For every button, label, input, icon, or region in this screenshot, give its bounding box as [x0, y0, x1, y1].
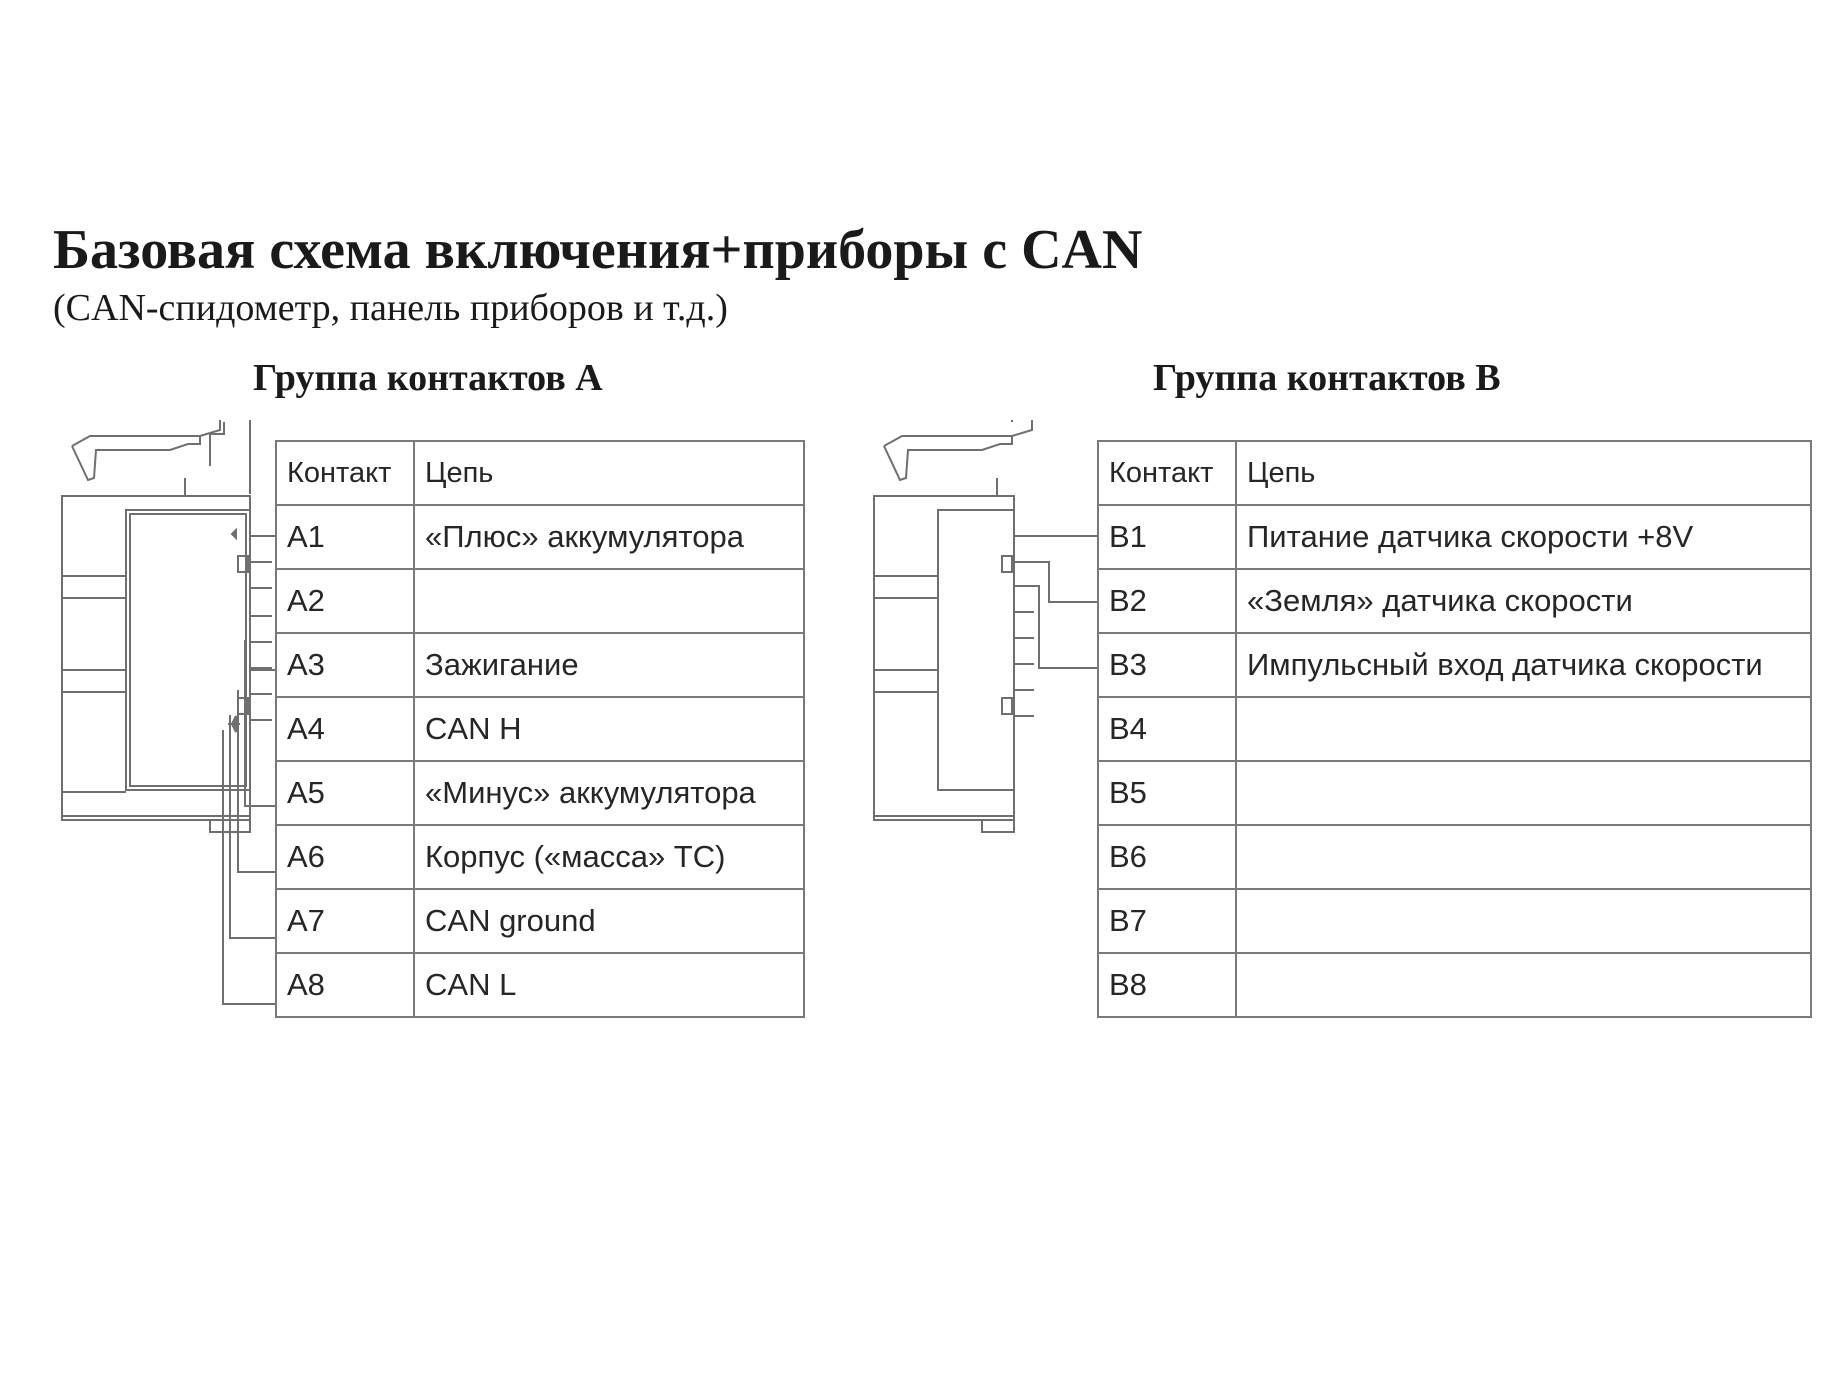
wire-b2 [1014, 562, 1097, 602]
header-circuit: Цепь [414, 441, 804, 505]
circuit-cell: Корпус («масса» ТС) [414, 825, 804, 889]
contact-cell: А3 [276, 633, 414, 697]
table-row [276, 505, 804, 569]
group-a-heading: Группа контактов А [253, 357, 603, 399]
table-row [276, 761, 804, 825]
group-b-heading: Группа контактов В [1153, 357, 1501, 399]
table-row [276, 825, 804, 889]
contact-cell: А2 [276, 569, 414, 633]
contact-cell: А8 [276, 953, 414, 1017]
contact-cell: В5 [1098, 761, 1236, 825]
connector-b-body [874, 496, 1014, 832]
circuit-cell [1236, 761, 1811, 825]
connector-b-wires [1014, 500, 1104, 1020]
circuit-cell: CAN ground [414, 889, 804, 953]
table-row [1098, 569, 1811, 633]
circuit-cell: CAN L [414, 953, 804, 1017]
table-row [1098, 697, 1811, 761]
circuit-cell [1236, 953, 1811, 1017]
table-header-row [1098, 441, 1811, 505]
table-row [276, 697, 804, 761]
table-row [1098, 889, 1811, 953]
table-row [1098, 761, 1811, 825]
contact-cell: В6 [1098, 825, 1236, 889]
document-subtitle: (CAN-спидометр, панель приборов и т.д.) [53, 287, 728, 329]
table-row [276, 633, 804, 697]
pin-table-b [1097, 440, 1812, 1018]
contact-cell: А6 [276, 825, 414, 889]
circuit-cell [414, 569, 804, 633]
contact-cell: А1 [276, 505, 414, 569]
header-contact: Контакт [1098, 441, 1236, 505]
circuit-cell: Импульсный вход датчика скорости [1236, 633, 1811, 697]
connector-b-latch [884, 420, 1032, 496]
table-row [1098, 825, 1811, 889]
circuit-cell [1236, 825, 1811, 889]
pin-table-a [275, 440, 805, 1018]
header-circuit: Цепь [1236, 441, 1811, 505]
wire-a7 [230, 715, 275, 938]
table-header-row [276, 441, 804, 505]
table-row [1098, 633, 1811, 697]
contact-cell: В3 [1098, 633, 1236, 697]
wire-a3 [250, 586, 275, 670]
circuit-cell [1236, 697, 1811, 761]
wire-a6 [238, 690, 275, 872]
contact-cell: В4 [1098, 697, 1236, 761]
contact-cell: А7 [276, 889, 414, 953]
table-row [276, 953, 804, 1017]
table-row [276, 889, 804, 953]
table-row [276, 569, 804, 633]
contact-cell: А4 [276, 697, 414, 761]
document-title: Базовая схема включения+приборы с CAN [53, 219, 1143, 281]
header-contact: Контакт [276, 441, 414, 505]
circuit-cell: Питание датчика скорости +8V [1236, 505, 1811, 569]
contact-cell: В1 [1098, 505, 1236, 569]
contact-cell: В7 [1098, 889, 1236, 953]
circuit-cell: Зажигание [414, 633, 804, 697]
connector-a-latch [72, 420, 250, 496]
contact-cell: В2 [1098, 569, 1236, 633]
table-row [1098, 505, 1811, 569]
circuit-cell: «Минус» аккумулятора [414, 761, 804, 825]
circuit-cell: CAN H [414, 697, 804, 761]
circuit-cell: «Плюс» аккумулятора [414, 505, 804, 569]
contact-cell: А5 [276, 761, 414, 825]
circuit-cell [1236, 889, 1811, 953]
wire-b3 [1014, 586, 1097, 668]
connector-a-wires [190, 500, 280, 1020]
circuit-cell: «Земля» датчика скорости [1236, 569, 1811, 633]
table-row [1098, 953, 1811, 1017]
contact-cell: В8 [1098, 953, 1236, 1017]
